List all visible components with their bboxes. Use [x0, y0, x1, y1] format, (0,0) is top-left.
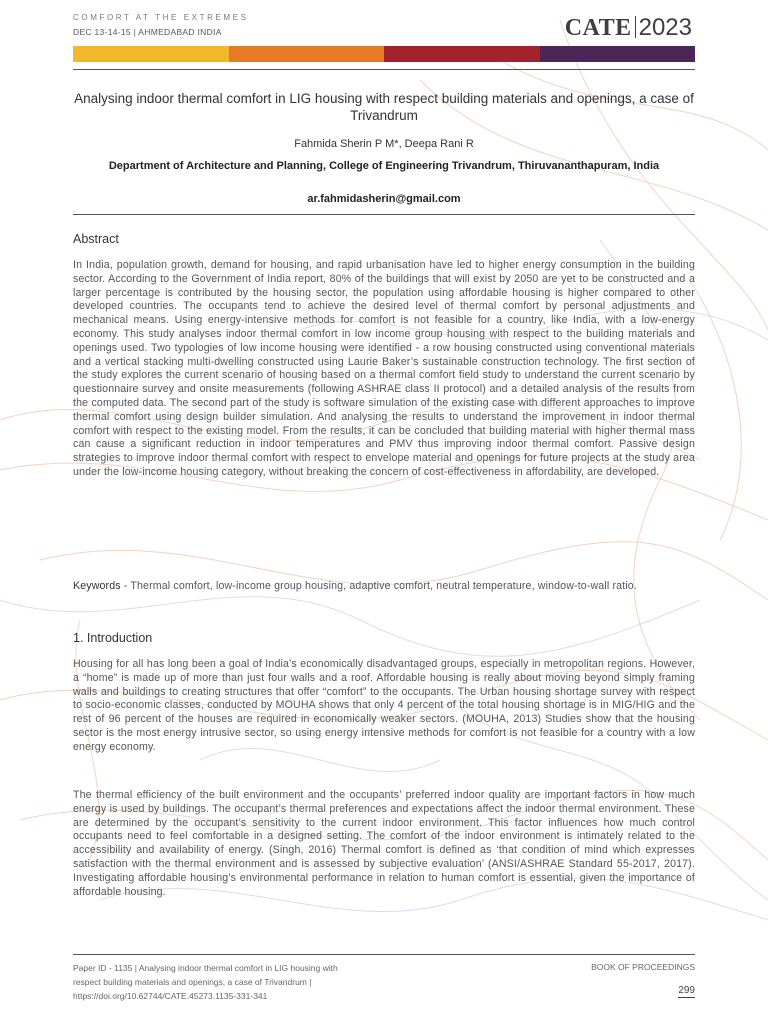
page-number: 299: [678, 985, 695, 996]
color-bar-segment-purple: [540, 46, 696, 62]
conference-date-place: DEC 13-14-15 | AHMEDABAD INDIA: [73, 27, 222, 37]
abstract-heading: Abstract: [73, 232, 119, 246]
abstract-text: In India, population growth, demand for housing, and rapid urbanisation have led to higher energy consumption in the building sector. According to the Government of India report, 80% of the buildings that will exist by 2050 are yet to be constructed and a larger percentage is contributed by the housing sector, the population using affordable housing is higher compared to other developed countries. The occupants tend to achieve the desired level of thermal comfort by personal adjustments and mechanical means. Using energy-intensive methods for comfort is not feasible for a country, like India, with a low-energy economy. This study analyses indoor thermal comfort in low income group housing with respect to the building materials and openings used. Two typologies of low income housing were identified - a row housing constructed using conventional materials and a vertical stacking multi-dwelling constructed using Laurie Baker’s sustainable construction technology. The first section of the study explores the current scenario of housing based on a thermal comfort field study to understand the current scenario by questionnaire survey and onsite measurements (following ASHRAE class II protocol) and a detailed analysis of the results from the computed data. The second part of the study is software simulation of the existing case with different approaches to improve thermal comfort using design builder simulation. And analysing the results to understand the improvement in indoor thermal comfort with respect to the existing model. From the results, it can be concluded that building material with higher thermal mass can cause a significant reduction in indoor temperatures and PMV thus improving indoor thermal comfort. Passive design strategies to improve indoor thermal comfort with respect to envelope material and openings for future projects at the study area under the low-income housing category, without breaking the concern of cost-effectiveness in affordability, are developed.: [73, 259, 695, 478]
color-bar-segment-yellow: [73, 46, 229, 62]
footer-citation: [73, 961, 473, 1003]
color-bar-segment-red: [384, 46, 540, 62]
logo-year: 2023: [638, 14, 692, 41]
title-block-rule: [73, 214, 695, 215]
keywords-text: - Thermal comfort, low-income group housing, adaptive comfort, neutral temperature, window-to-wall ratio.: [120, 580, 637, 592]
footer-doi-link[interactable]: https://doi.org/10.62744/CATE.45273.1135-331-341: [73, 991, 268, 1001]
logo-name: CATE: [564, 15, 632, 41]
paper-authors: Fahmida Sherin P M*, Deepa Rani R: [294, 138, 474, 150]
footer-citation-line-2: respect building materials and openings, a case of Trivandrum |: [73, 977, 312, 987]
footer-citation-line-1: Paper ID - 1135 | Analysing indoor thermal comfort in LIG housing with: [73, 963, 338, 973]
logo-divider: [635, 16, 636, 38]
footer-rule: [73, 954, 695, 955]
header-rule: [73, 69, 695, 70]
book-of-proceedings-label: BOOK OF PROCEEDINGS: [591, 962, 695, 972]
header-color-bar: [73, 46, 695, 62]
color-bar-segment-orange: [229, 46, 385, 62]
author-email: ar.fahmidasherin@gmail.com: [307, 193, 461, 205]
conference-kicker: COMFORT AT THE EXTREMES: [73, 13, 249, 22]
introduction-heading: 1. Introduction: [73, 631, 153, 645]
introduction-paragraph-2: The thermal efficiency of the built environment and the occupants’ preferred indoor quality are important factors in how much energy is used by buildings. The occupant’s thermal preferences and expectations affect the indoor thermal environment. These are determined by the occupant’s sensitivity to the current indoor environment. This factor influences how much control occupants need to feel comfortable in a designed setting. The comfort of the indoor environment is intimately related to the accessibility and availability of energy. (Singh, 2016) Thermal comfort is defined as ‘that condition of mind which expresses satisfaction with the thermal environment and is assessed by subjective evaluation’ (ANSI/ASHRAE Standard 55-2017, 2017). Investigating affordable housing’s environmental performance in relation to human comfort is essential, given the importance of affordable housing.: [73, 789, 695, 898]
cate-logo: [565, 14, 692, 42]
introduction-paragraph-1: Housing for all has long been a goal of India’s economically disadvantaged groups, especially in metropolitan regions. However, a “home” is made up of more than just four walls and a roof. Affordable housing is really about moving beyond simply framing walls and buildings to creating structures that offer “comfort” to the occupants. The Urban housing shortage survey with respect to socio-economic classes, conducted by MOUHA shows that only 4 percent of the total housing shortage is in MIG/HIG and the rest of 96 percent of the houses are required in economically weaker sectors. (MOUHA, 2013) Studies show that the housing sector is the most energy intrusive sector, so using energy intensive methods for comfort is not feasible for a country with a low energy economy.: [73, 658, 695, 753]
paper-title: Analysing indoor thermal comfort in LIG housing with respect building materials and openings, a case of Trivandrum: [74, 91, 694, 123]
paper-affiliation: Department of Architecture and Planning, College of Engineering Trivandrum, Thiruvananthapuram, India: [108, 160, 660, 172]
keywords-label: Keywords: [73, 580, 121, 592]
keywords: [73, 580, 695, 594]
